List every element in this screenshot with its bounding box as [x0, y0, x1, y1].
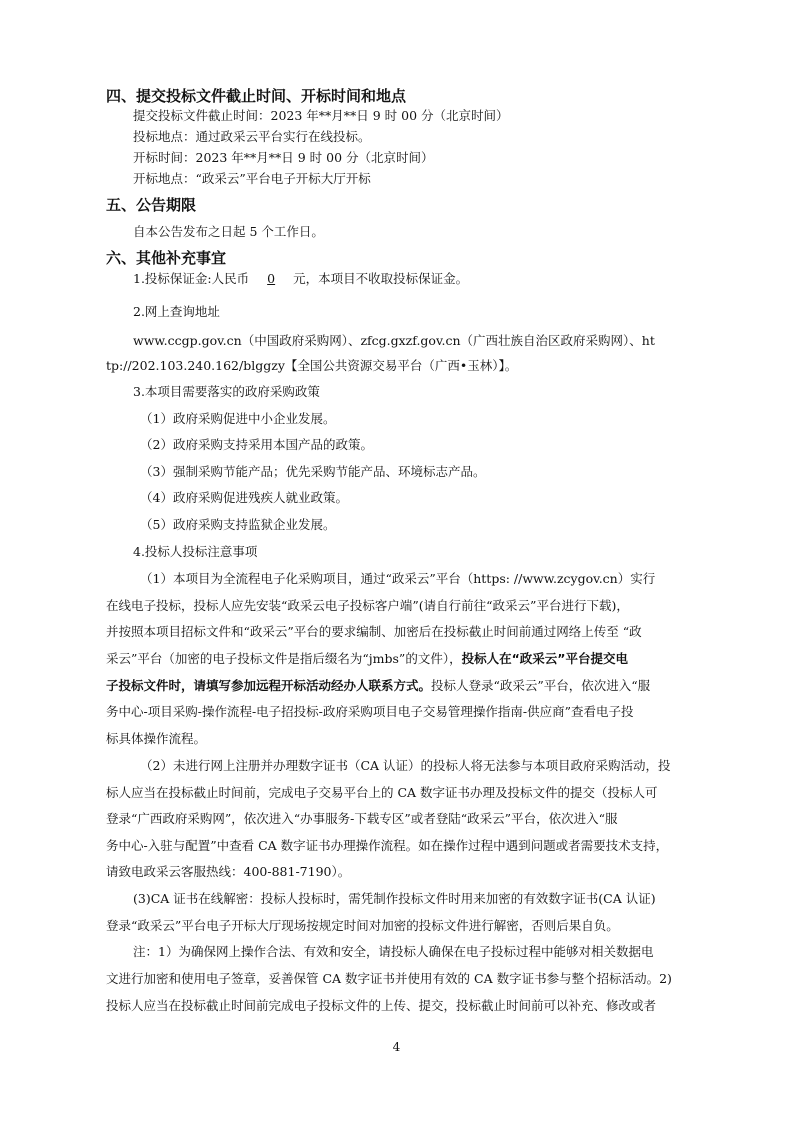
policy-title: 3.本项目需要落实的政府采购政策: [133, 384, 320, 399]
query-address-line1: www.ccgp.gov.cn（中国政府采购网）、zfcg.gxzf.gov.cn（广西壮族自治区政府采购网）、ht: [133, 333, 655, 348]
bid-notes-title: 4.投标人投标注意事项: [133, 544, 258, 559]
query-address-line2: tp://202.103.240.162/blggzy【全国公共资源交易平台（广西•玉林）】。: [106, 358, 518, 373]
remark-line1: 注：1）为确保网上操作合法、有效和安全，请投标人确保在电子投标过程中能够对相关数据电: [133, 944, 654, 959]
deposit-prefix: 1.投标保证金:人民币: [133, 271, 250, 286]
note1-line5-normal: 投标人登录“政采云”平台，依次进入“服: [431, 678, 651, 693]
note2-line4: 务中心-入驻与配置”中查看 CA 数字证书办理操作流程。如在操作过程中遇到问题或者需要技术支持，: [106, 838, 669, 853]
bid-location-text: 投标地点：通过政采云平台实行在线投标。: [133, 129, 371, 144]
opening-time-text: 开标时间：2023 年**月**日 9 时 00 分（北京时间）: [133, 150, 434, 165]
policy-item-4: （4）政府采购促进残疾人就业政策。: [140, 490, 348, 505]
opening-location-text: 开标地点：“政采云”平台电子开标大厅开标: [133, 171, 371, 186]
policy-item-1: （1）政府采购促进中小企业发展。: [140, 411, 336, 426]
page-number: 4: [392, 1040, 401, 1054]
remark-line2: 文进行加密和使用电子签章，妥善保管 CA 数字证书并使用有效的 CA 数字证书参与整个招标活动。2): [106, 971, 672, 986]
section5-heading: 五、公告期限: [106, 196, 197, 214]
note3-line2: 登录“政采云”平台电子开标大厅现场按规定时间对加密的投标文件进行解密，否则后果自负。: [106, 918, 619, 933]
note1-line2: 在线电子投标，投标人应先安装“政采云电子投标客户端”(请自行前往“政采云”平台进行下载)，: [106, 598, 629, 613]
note2-line2: 标人应当在投标截止时间前，完成电子交易平台上的 CA 数字证书办理及投标文件的提交（投标人可: [106, 785, 658, 800]
note2-line1: （2）未进行网上注册并办理数字证书（CA 认证）的投标人将无法参与本项目政府采购活动，投: [140, 758, 671, 773]
note3-line1: (3)CA 证书在线解密：投标人投标时，需凭制作投标文件时用来加密的有效数字证书(CA 认证): [133, 891, 656, 906]
note1-line5-bold: 子投标文件时，请填写参加远程开标活动经办人联系方式。: [106, 678, 432, 693]
deposit-amount: 0: [267, 271, 276, 286]
query-address-title: 2.网上查询地址: [133, 304, 220, 319]
note2-line5: 请致电政采云客服热线：400-881-7190）。: [106, 864, 351, 879]
note2-line3: 登录“广西政府采购网”，依次进入“办事服务-下载专区”或者登陆“政采云”平台，依次进入“服: [106, 811, 618, 826]
note1-line5: [106, 676, 650, 696]
note1-line7: 标具体操作流程。: [106, 731, 207, 746]
announcement-period-text: 自本公告发布之日起 5 个工作日。: [133, 224, 324, 239]
note1-line1: （1）本项目为全流程电子化采购项目，通过“政采云”平台（https: //www.zcygov.cn）实行: [140, 571, 656, 586]
remark-line3: 投标人应当在投标截止时间前完成电子投标文件的上传、提交，投标截止时间前可以补充、修改或者: [106, 998, 657, 1013]
note1-line4-bold: 投标人在“政采云”平台提交电: [461, 651, 629, 666]
policy-item-5: （5）政府采购支持监狱企业发展。: [140, 517, 336, 532]
note1-line4-normal: 采云”平台（加密的电子投标文件是指后缀名为“jmbs”的文件），: [106, 651, 462, 666]
deposit-suffix: 元，本项目不收取投标保证金。: [293, 271, 469, 286]
policy-item-2: （2）政府采购支持采用本国产品的政策。: [140, 437, 373, 452]
note1-line3: 并按照本项目招标文件和“政采云”平台的要求编制、加密后在投标截止时间前通过网络上传至 “政: [106, 624, 642, 639]
deposit-line: [133, 269, 468, 289]
section6-heading: 六、其他补充事宜: [106, 249, 227, 267]
policy-item-3: （3）强制采购节能产品；优先采购节能产品、环境标志产品。: [140, 464, 486, 479]
bid-deadline-text: 提交投标文件截止时间：2023 年**月**日 9 时 00 分（北京时间）: [133, 108, 509, 123]
note1-line6: 务中心-项目采购-操作流程-电子招投标-政府采购项目电子交易管理操作指南-供应商”查看电子投: [106, 704, 634, 719]
section4-heading: 四、提交投标文件截止时间、开标时间和地点: [106, 87, 407, 105]
note1-line4: [106, 649, 628, 669]
